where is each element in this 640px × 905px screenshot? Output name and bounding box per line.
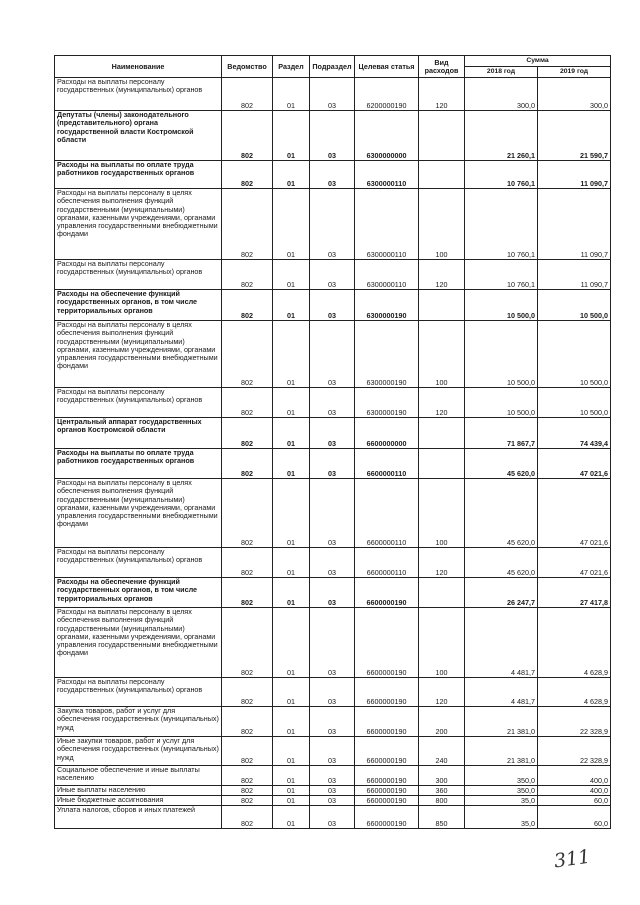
row-section: 01	[273, 161, 310, 189]
row-amount-2019: 74 439,4	[538, 418, 611, 449]
row-amount-2019: 47 021,6	[538, 548, 611, 578]
row-name: Расходы на выплаты персоналу государственных (муниципальных) органов	[55, 678, 222, 707]
row-section: 01	[273, 786, 310, 796]
row-target: 6600000190	[355, 786, 419, 796]
header-department: Ведомство	[222, 56, 273, 78]
header-amount: Сумма	[465, 56, 611, 67]
row-target: 6300000110	[355, 189, 419, 260]
row-expense-type: 120	[419, 388, 465, 418]
row-amount-2019: 11 090,7	[538, 161, 611, 189]
row-amount-2018: 300,0	[465, 78, 538, 111]
row-subsection: 03	[310, 707, 355, 737]
table-row	[55, 189, 611, 260]
row-expense-type	[419, 111, 465, 161]
header-subsection: Подраздел	[310, 56, 355, 78]
row-amount-2019: 21 590,7	[538, 111, 611, 161]
row-amount-2018: 45 620,0	[465, 449, 538, 479]
row-amount-2019: 47 021,6	[538, 449, 611, 479]
table-row	[55, 321, 611, 388]
row-target: 6600000190	[355, 707, 419, 737]
row-name: Иные выплаты населению	[55, 786, 222, 796]
row-amount-2018: 4 481,7	[465, 608, 538, 678]
row-amount-2019: 60,0	[538, 806, 611, 829]
row-expense-type: 100	[419, 321, 465, 388]
row-target: 6600000190	[355, 678, 419, 707]
row-amount-2018: 10 760,1	[465, 161, 538, 189]
row-name: Уплата налогов, сборов и иных платежей	[55, 806, 222, 829]
row-amount-2018: 45 620,0	[465, 479, 538, 548]
row-name: Социальное обеспечение и иные выплаты населению	[55, 766, 222, 786]
row-name: Расходы на обеспечение функций государственных органов, в том числе территориальных органов	[55, 290, 222, 321]
row-amount-2019: 4 628,9	[538, 608, 611, 678]
row-name: Расходы на выплаты персоналу в целях обеспечения выполнения функций государственными (муниципальными) органами, казенными учреждениями, органами управления государственными внебюджетными фондами	[55, 479, 222, 548]
row-department: 802	[222, 707, 273, 737]
row-amount-2018: 4 481,7	[465, 678, 538, 707]
row-section: 01	[273, 608, 310, 678]
row-amount-2018: 21 381,0	[465, 737, 538, 766]
table-row	[55, 796, 611, 806]
row-target: 6600000190	[355, 737, 419, 766]
table-row	[55, 449, 611, 479]
row-subsection: 03	[310, 608, 355, 678]
row-amount-2019: 11 090,7	[538, 189, 611, 260]
row-amount-2018: 350,0	[465, 786, 538, 796]
row-subsection: 03	[310, 418, 355, 449]
row-expense-type	[419, 418, 465, 449]
row-department: 802	[222, 796, 273, 806]
table-row	[55, 479, 611, 548]
row-department: 802	[222, 260, 273, 290]
row-name: Расходы на выплаты персоналу государственных (муниципальных) органов	[55, 78, 222, 111]
row-department: 802	[222, 418, 273, 449]
row-amount-2019: 400,0	[538, 766, 611, 786]
row-expense-type: 100	[419, 608, 465, 678]
row-target: 6600000190	[355, 796, 419, 806]
table-row	[55, 548, 611, 578]
row-subsection: 03	[310, 290, 355, 321]
table-row	[55, 260, 611, 290]
row-name: Центральный аппарат государственных органов Костромской области	[55, 418, 222, 449]
row-expense-type: 120	[419, 548, 465, 578]
row-section: 01	[273, 111, 310, 161]
row-department: 802	[222, 321, 273, 388]
table-row	[55, 786, 611, 796]
header-year-2019: 2019 год	[538, 67, 611, 78]
row-expense-type	[419, 161, 465, 189]
row-section: 01	[273, 321, 310, 388]
row-department: 802	[222, 766, 273, 786]
row-target: 6300000110	[355, 161, 419, 189]
row-target: 6600000190	[355, 608, 419, 678]
table-row	[55, 111, 611, 161]
row-section: 01	[273, 78, 310, 111]
row-expense-type	[419, 290, 465, 321]
row-section: 01	[273, 479, 310, 548]
row-section: 01	[273, 737, 310, 766]
row-name: Расходы на выплаты по оплате труда работников государственных органов	[55, 161, 222, 189]
row-section: 01	[273, 548, 310, 578]
row-name: Расходы на выплаты персоналу в целях обеспечения выполнения функций государственными (муниципальными) органами, казенными учреждениями, органами управления государственными внебюджетными фондами	[55, 608, 222, 678]
table-row	[55, 578, 611, 608]
page-number: 311	[552, 845, 592, 873]
row-department: 802	[222, 449, 273, 479]
row-subsection: 03	[310, 548, 355, 578]
row-amount-2019: 10 500,0	[538, 321, 611, 388]
row-section: 01	[273, 418, 310, 449]
row-amount-2019: 300,0	[538, 78, 611, 111]
table-row	[55, 388, 611, 418]
table-row	[55, 290, 611, 321]
row-department: 802	[222, 737, 273, 766]
row-subsection: 03	[310, 786, 355, 796]
row-department: 802	[222, 479, 273, 548]
header-section: Раздел	[273, 56, 310, 78]
row-amount-2018: 350,0	[465, 766, 538, 786]
row-department: 802	[222, 806, 273, 829]
row-target: 6300000110	[355, 260, 419, 290]
row-section: 01	[273, 678, 310, 707]
row-target: 6600000190	[355, 766, 419, 786]
row-amount-2018: 35,0	[465, 806, 538, 829]
row-subsection: 03	[310, 578, 355, 608]
row-amount-2018: 45 620,0	[465, 548, 538, 578]
row-expense-type: 100	[419, 189, 465, 260]
table-row	[55, 678, 611, 707]
row-target: 6600000110	[355, 548, 419, 578]
row-department: 802	[222, 388, 273, 418]
row-department: 802	[222, 678, 273, 707]
row-expense-type: 120	[419, 260, 465, 290]
row-subsection: 03	[310, 161, 355, 189]
header-year-2018: 2018 год	[465, 67, 538, 78]
row-department: 802	[222, 189, 273, 260]
row-section: 01	[273, 707, 310, 737]
row-department: 802	[222, 578, 273, 608]
row-name: Депутаты (члены) законодательного (представительного) органа государственной власти Костромской области	[55, 111, 222, 161]
row-amount-2018: 10 500,0	[465, 290, 538, 321]
row-department: 802	[222, 78, 273, 111]
row-amount-2018: 21 260,1	[465, 111, 538, 161]
row-target: 6600000190	[355, 578, 419, 608]
row-department: 802	[222, 608, 273, 678]
row-department: 802	[222, 161, 273, 189]
row-amount-2018: 21 381,0	[465, 707, 538, 737]
row-name: Закупка товаров, работ и услуг для обеспечения государственных (муниципальных) нужд	[55, 707, 222, 737]
row-name: Расходы на выплаты персоналу государственных (муниципальных) органов	[55, 260, 222, 290]
row-subsection: 03	[310, 806, 355, 829]
row-section: 01	[273, 290, 310, 321]
row-target: 6600000110	[355, 479, 419, 548]
row-expense-type: 120	[419, 678, 465, 707]
row-target: 6600000110	[355, 449, 419, 479]
row-amount-2019: 4 628,9	[538, 678, 611, 707]
row-expense-type: 200	[419, 707, 465, 737]
row-subsection: 03	[310, 737, 355, 766]
budget-table	[54, 55, 611, 829]
row-amount-2019: 10 500,0	[538, 388, 611, 418]
row-amount-2018: 71 867,7	[465, 418, 538, 449]
row-target: 6300000190	[355, 388, 419, 418]
row-target: 6300000190	[355, 321, 419, 388]
row-amount-2018: 10 500,0	[465, 388, 538, 418]
row-subsection: 03	[310, 78, 355, 111]
row-amount-2018: 35,0	[465, 796, 538, 806]
row-target: 6300000190	[355, 290, 419, 321]
row-amount-2019: 400,0	[538, 786, 611, 796]
row-amount-2019: 11 090,7	[538, 260, 611, 290]
row-amount-2018: 10 760,1	[465, 189, 538, 260]
row-amount-2019: 10 500,0	[538, 290, 611, 321]
row-name: Расходы на выплаты по оплате труда работников государственных органов	[55, 449, 222, 479]
row-name: Иные бюджетные ассигнования	[55, 796, 222, 806]
row-name: Расходы на выплаты персоналу государственных (муниципальных) органов	[55, 548, 222, 578]
row-expense-type: 100	[419, 479, 465, 548]
row-subsection: 03	[310, 479, 355, 548]
row-name: Расходы на выплаты персоналу в целях обеспечения выполнения функций государственными (муниципальными) органами, казенными учреждениями, органами управления государственными внебюджетными фондами	[55, 189, 222, 260]
row-section: 01	[273, 806, 310, 829]
table-row	[55, 737, 611, 766]
row-expense-type: 240	[419, 737, 465, 766]
table-row	[55, 766, 611, 786]
row-name: Расходы на выплаты персоналу государственных (муниципальных) органов	[55, 388, 222, 418]
table-row	[55, 806, 611, 829]
row-section: 01	[273, 578, 310, 608]
row-section: 01	[273, 796, 310, 806]
row-department: 802	[222, 548, 273, 578]
row-section: 01	[273, 449, 310, 479]
row-expense-type	[419, 578, 465, 608]
row-target: 6600000000	[355, 418, 419, 449]
row-name: Расходы на выплаты персоналу в целях обеспечения выполнения функций государственными (муниципальными) органами, казенными учреждениями, органами управления государственными внебюджетными фондами	[55, 321, 222, 388]
row-subsection: 03	[310, 796, 355, 806]
row-department: 802	[222, 290, 273, 321]
row-subsection: 03	[310, 260, 355, 290]
header-target: Целевая статья	[355, 56, 419, 78]
row-expense-type	[419, 449, 465, 479]
row-amount-2019: 47 021,6	[538, 479, 611, 548]
row-amount-2019: 27 417,8	[538, 578, 611, 608]
table-row	[55, 418, 611, 449]
row-expense-type: 800	[419, 796, 465, 806]
row-amount-2019: 22 328,9	[538, 737, 611, 766]
table-row	[55, 608, 611, 678]
budget-sheet	[54, 55, 610, 829]
row-amount-2018: 26 247,7	[465, 578, 538, 608]
row-section: 01	[273, 766, 310, 786]
header-name: Наименование	[55, 56, 222, 78]
row-amount-2019: 60,0	[538, 796, 611, 806]
row-section: 01	[273, 260, 310, 290]
row-subsection: 03	[310, 766, 355, 786]
row-subsection: 03	[310, 678, 355, 707]
row-department: 802	[222, 786, 273, 796]
row-subsection: 03	[310, 321, 355, 388]
header-expense-type: Вид расходов	[419, 56, 465, 78]
row-expense-type: 360	[419, 786, 465, 796]
table-row	[55, 707, 611, 737]
row-section: 01	[273, 189, 310, 260]
row-amount-2018: 10 500,0	[465, 321, 538, 388]
row-subsection: 03	[310, 189, 355, 260]
row-subsection: 03	[310, 111, 355, 161]
table-body	[55, 78, 611, 829]
row-name: Расходы на обеспечение функций государственных органов, в том числе территориальных органов	[55, 578, 222, 608]
row-amount-2019: 22 328,9	[538, 707, 611, 737]
row-section: 01	[273, 388, 310, 418]
row-target: 6300000000	[355, 111, 419, 161]
row-expense-type: 850	[419, 806, 465, 829]
row-target: 6200000190	[355, 78, 419, 111]
row-subsection: 03	[310, 449, 355, 479]
row-target: 6600000190	[355, 806, 419, 829]
row-amount-2018: 10 760,1	[465, 260, 538, 290]
table-row	[55, 78, 611, 111]
row-subsection: 03	[310, 388, 355, 418]
row-department: 802	[222, 111, 273, 161]
row-name: Иные закупки товаров, работ и услуг для обеспечения государственных (муниципальных) нужд	[55, 737, 222, 766]
row-expense-type: 300	[419, 766, 465, 786]
row-expense-type: 120	[419, 78, 465, 111]
table-row	[55, 161, 611, 189]
